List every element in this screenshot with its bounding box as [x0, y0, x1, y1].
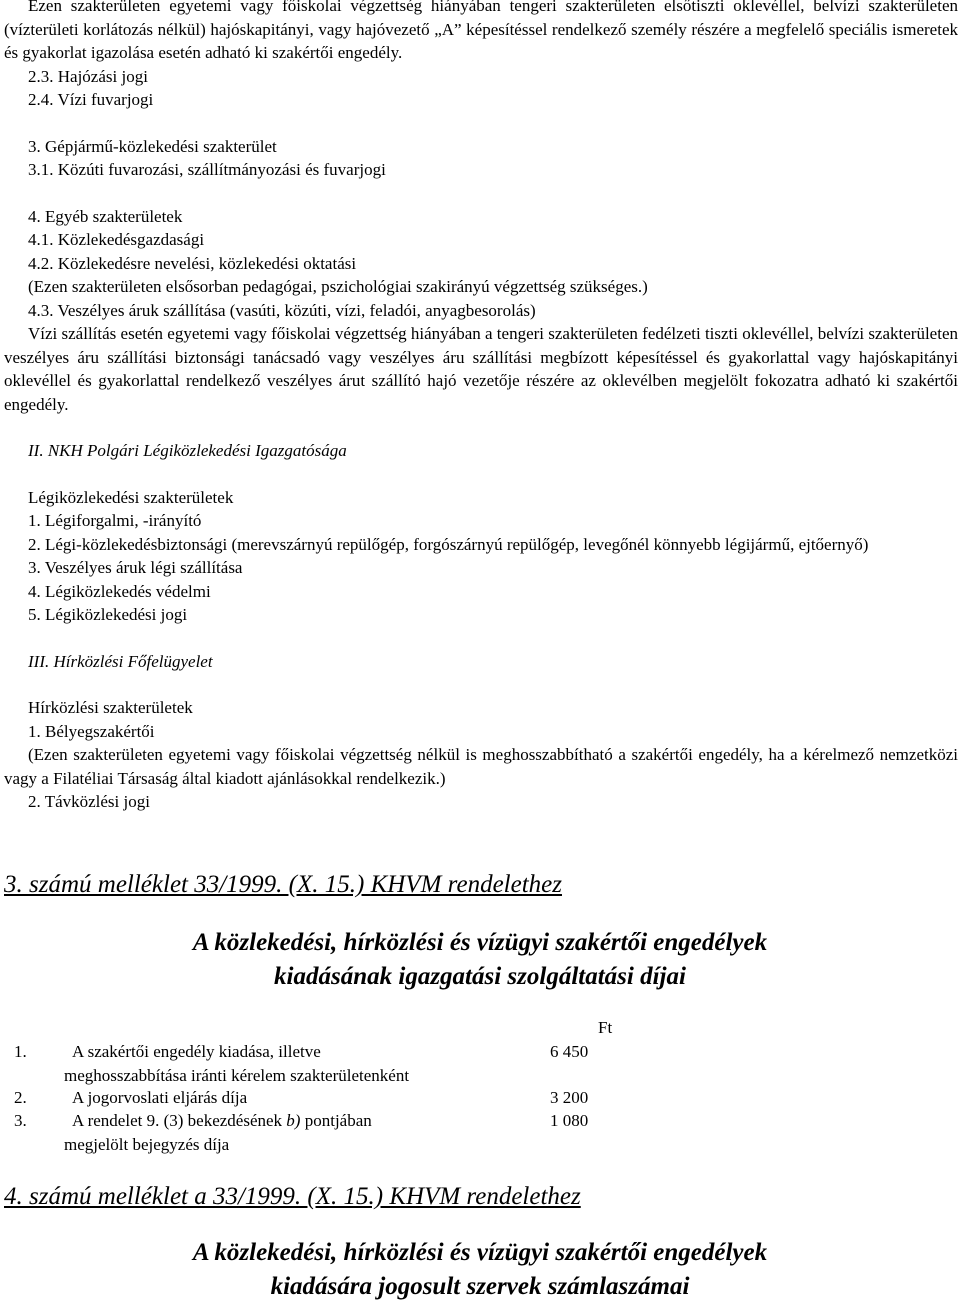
section-iii-title: III. Hírközlési Főfelügyelet — [28, 651, 213, 671]
fee-value: 6 450 — [550, 1042, 589, 1061]
list-item: 4.1. Közlekedésgazdasági — [28, 230, 205, 249]
fee-value: 3 200 — [550, 1088, 589, 1107]
paragraph-4-3: Vízi szállítás esetén egyetemi vagy főiskolai végzettség hiányában a tengeri szakterületen fedélzeti tiszti oklevéllel, belvízi szakterületen veszélyes áru szállítási biztonsági tanácsadó vagy veszélyes áru szállítási megbízott képesítéssel és gyakorlattal vagy hajóskapitányi oklevéllel és gyakorlattal rendelkező veszélyes árut szállító hajó vezetője részére az oklevélben megjelölt fokozatra adható ki szakértői engedély. — [4, 324, 958, 414]
fee-number: 1. — [14, 1042, 27, 1061]
annex-4-heading: 4. számú melléklet a 33/1999. (X. 15.) KHVM rendelethez — [4, 1183, 581, 1210]
fee-description: A jogorvoslati eljárás díja — [72, 1088, 248, 1107]
fee-description: A szakértői engedély kiadása, illetve meghosszabbítása iránti kérelem szakterületenként — [64, 1042, 410, 1085]
section-ii-subtitle: Légiközlekedési szakterületek — [28, 487, 234, 507]
section-iii-subtitle: Hírközlési szakterületek — [28, 698, 193, 717]
annex-4-title: A közlekedési, hírközlési és vízügyi szakértői engedélyek kiadására jogosult szervek számlaszámai — [192, 1239, 768, 1300]
list-item: 2.4. Vízi fuvarjogi — [28, 90, 154, 109]
fee-description: A rendelet 9. (3) bekezdésének b) pontjában megjelölt bejegyzés díja — [64, 1111, 372, 1154]
fee-unit: Ft — [598, 1018, 613, 1037]
list-item: 1. Bélyegszakértői — [28, 721, 155, 741]
fee-number: 2. — [14, 1088, 27, 1107]
list-item: 1. Légiforgalmi, -irányító — [28, 511, 202, 530]
annex-3-title: A közlekedési, hírközlési és vízügyi szakértői engedélyek kiadásának igazgatási szolgáltatási díjai — [192, 929, 768, 990]
annex-3-heading: 3. számú melléklet 33/1999. (X. 15.) KHVM rendelethez — [4, 871, 562, 898]
fee-number: 3. — [14, 1111, 27, 1130]
list-item: 4. Egyéb szakterületek — [28, 206, 183, 226]
list-item: 2. Légi-közlekedésbiztonsági (merevszárnyú repülőgép, forgószárnyú repülőgép, levegőnél könnyebb légijármű, ejtőernyő) — [28, 534, 869, 554]
fee-value: 1 080 — [550, 1111, 589, 1130]
top-section — [4, 0, 958, 814]
list-item: 4. Légiközlekedés védelmi — [28, 581, 211, 601]
list-item: 4.2. Közlekedésre nevelési, közlekedési oktatási — [28, 253, 357, 273]
list-item: 2. Távközlési jogi — [28, 792, 150, 811]
list-item: 3.1. Közúti fuvarozási, szállítmányozási és fuvarjogi — [28, 160, 386, 179]
list-item: (Ezen szakterületen elsősorban pedagógai, pszichológiai szakirányú végzettség szükséges.) — [28, 277, 648, 296]
section-iii-note: (Ezen szakterületen egyetemi vagy főiskolai végzettség nélkül is meghosszabbítható a szakértői engedély, ha a kérelmező nemzetközi vagy a Filatéliai Társaság által kiadott ajánlásokkal rendelkezik.) — [4, 745, 958, 788]
list-item: 3. Gépjármű-közlekedési szakterület — [28, 136, 277, 156]
list-item: 4.3. Veszélyes áruk szállítása (vasúti, közúti, vízi, feladói, anyagbesorolás) — [28, 300, 536, 320]
list-item: 2.3. Hajózási jogi — [28, 66, 148, 86]
section-ii-title: II. NKH Polgári Légiközlekedési Igazgatósága — [28, 441, 347, 460]
list-item: 3. Veszélyes áruk légi szállítása — [28, 558, 243, 577]
list-item: 5. Légiközlekedési jogi — [28, 605, 188, 624]
top-paragraph: Ezen szakterületen egyetemi vagy főiskolai végzettség hiányában tengeri szakterületen elsőtiszti oklevéllel, belvízi szakterületen (vízterületi korlátozás nélkül) hajóskapitányi, vagy hajóvezető „A” képesítéssel rendelkező személy részére a megfelelő speciális ismeretek és gyakorlat igazolása esetén adható ki szakértői engedély. — [4, 0, 958, 62]
